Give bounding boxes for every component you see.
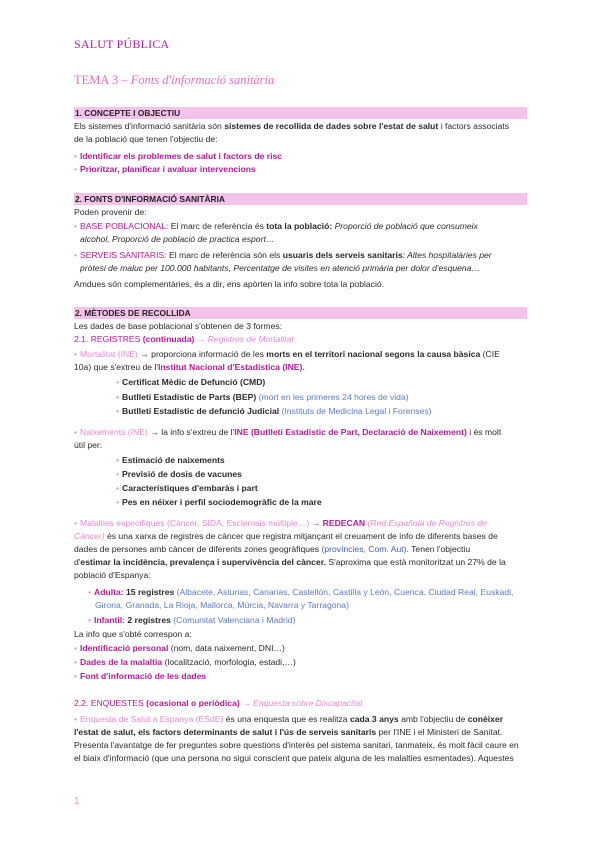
text-span: tota la població: bbox=[266, 221, 333, 231]
text-span: (Albacete, Asturias, Canarias, Castellón, Castilla y León, Cuenca, Ciudad Real, Euskadi, bbox=[174, 587, 514, 597]
list-item bbox=[116, 392, 409, 403]
text-span: → proporciona informació de les bbox=[137, 349, 267, 359]
text-span: cada 3 anys bbox=[349, 714, 399, 724]
paragraph-line bbox=[74, 557, 506, 568]
text-span: (Comunitat Valenciana i Madrid) bbox=[170, 615, 296, 625]
list-item bbox=[88, 587, 513, 598]
text-span: Malalties específiques (Càncer, SIDA, Esclerosis múltiple…) bbox=[80, 518, 310, 528]
text-span: dades de persones amb càncer de diferents zones geogràfiques bbox=[74, 544, 322, 554]
text-span: SERVEIS SANITARIS: bbox=[80, 250, 167, 260]
list-item bbox=[74, 643, 285, 654]
paragraph-line: Les dades de base poblacional s'obtenen de 3 formes: bbox=[74, 321, 283, 331]
text-span: i factors associats bbox=[438, 121, 509, 131]
bullet-icon: • bbox=[74, 657, 78, 667]
bullet-icon: • bbox=[116, 377, 120, 387]
text-span: i és molt bbox=[466, 427, 502, 437]
text-span: (ocasional o periòdica) bbox=[143, 698, 240, 708]
text-span: Infantil: bbox=[94, 615, 126, 625]
bullet-icon: • bbox=[74, 164, 78, 174]
text-span: conèixer bbox=[467, 714, 504, 724]
text-span: estimar la incidència, prevalença i supervivència del càncer. bbox=[80, 557, 326, 567]
list-item bbox=[74, 164, 256, 175]
bullet-icon: • bbox=[74, 671, 78, 681]
text-span: Els sistemes d'informació sanitària són bbox=[74, 121, 225, 131]
paragraph-line bbox=[74, 121, 509, 132]
list-item bbox=[74, 714, 503, 725]
list-item bbox=[116, 455, 225, 466]
bullet-icon: • bbox=[88, 615, 92, 625]
bullet-icon: • bbox=[116, 469, 120, 479]
topic-number: TEMA 3 – bbox=[74, 73, 128, 87]
text-span: Adulta: bbox=[94, 587, 124, 597]
list-item bbox=[116, 497, 322, 508]
text-span: (continuada) bbox=[140, 334, 195, 344]
list-item bbox=[74, 427, 501, 438]
text-span: : Altes hospitalàries per bbox=[402, 250, 492, 260]
bullet-icon: • bbox=[116, 483, 120, 493]
text-span: Butlletí Estadístic de Parts (BEP) bbox=[122, 392, 257, 402]
text-span: → REDECAN bbox=[309, 518, 366, 528]
subsection-heading bbox=[74, 698, 363, 709]
list-item bbox=[74, 151, 282, 162]
text-span: (nom, data naixement, DNI…) bbox=[168, 643, 285, 653]
text-span: 15 registres bbox=[123, 587, 175, 597]
text-span: per l'INE i el Ministeri de Sanitat. bbox=[376, 727, 503, 737]
text-span: 2.1. REGISTRES bbox=[74, 334, 141, 344]
list-item bbox=[74, 671, 206, 682]
text-span: (CIE bbox=[480, 349, 500, 359]
bullet-icon: • bbox=[88, 587, 92, 597]
text-span: 10a) que s'extreu de l' bbox=[74, 362, 159, 372]
bullet-icon: • bbox=[116, 406, 120, 416]
section-heading: 2. FONTS D'INFORMACIÓ SANITÀRIA bbox=[74, 193, 527, 205]
text-span: Institut Nacional d'Estadística (INE). bbox=[158, 362, 305, 372]
list-item bbox=[74, 250, 492, 261]
bullet-icon: • bbox=[74, 151, 78, 161]
bullet-icon: • bbox=[116, 392, 120, 402]
text-span: (localització, morfologia, estadi,…) bbox=[162, 657, 296, 667]
list-item bbox=[116, 483, 258, 494]
list-item bbox=[116, 469, 242, 480]
text-span: usuaris dels serveis sanitaris bbox=[282, 250, 403, 260]
bullet-icon: • bbox=[74, 714, 78, 724]
paragraph-line: La info que s'obté correspon a: bbox=[74, 629, 192, 639]
paragraph-line: alcohol, Proporció de població de practica esport… bbox=[80, 234, 275, 244]
text-span: és una xarxa de registres de càncer que registra mitjançant el creuament de info de diferents bases de bbox=[104, 531, 498, 541]
bullet-icon: • bbox=[74, 427, 78, 437]
text-span: Butlletí Estadístic de defunció Judicial bbox=[122, 406, 280, 416]
text-span: (províncies, Com. Aut) bbox=[321, 544, 407, 554]
subsection-heading bbox=[74, 334, 294, 345]
text-span: Identificació personal bbox=[80, 643, 169, 653]
paragraph-line bbox=[74, 531, 498, 542]
text-span: 2.2. ENQUESTES bbox=[74, 698, 144, 708]
list-item bbox=[74, 657, 296, 668]
section-heading: 2. MÈTODES DE RECOLLIDA bbox=[74, 307, 527, 319]
text-span: Enquesta de Salut a Espanya (ESdE) bbox=[80, 714, 224, 724]
list-item bbox=[74, 349, 500, 360]
bullet-icon: • bbox=[74, 250, 78, 260]
text-span: amb l'objectiu de bbox=[398, 714, 468, 724]
paragraph-line bbox=[74, 362, 305, 373]
text-span: Estimació de naixements bbox=[122, 455, 225, 465]
text-span: (Red Española de Registros de bbox=[365, 518, 487, 528]
text-span: S'aproxima que està monitoritzat un 27% de la bbox=[325, 557, 506, 567]
paragraph-line: Poden provenir de: bbox=[74, 207, 147, 217]
text-span: → la info s'extreu de l' bbox=[147, 427, 235, 437]
paragraph-line: de la població que tenen l'objectiu de: bbox=[74, 134, 218, 144]
section-heading: 1. CONCEPTE I OBJECTIU bbox=[74, 107, 527, 119]
text-span: l'estat de salut, els factors determinants de salut i l'ús de serveis sanitaris bbox=[74, 727, 377, 737]
list-item bbox=[116, 377, 265, 388]
text-span: → bbox=[194, 334, 208, 344]
text-span: (mort en les primeres 24 hores de vida) bbox=[256, 392, 409, 402]
bullet-icon: • bbox=[74, 221, 78, 231]
text-span: INE (Butlletí Estadístic de Part, Declaració de Naixement) bbox=[234, 427, 467, 437]
text-span: Pes en néixer i perfil sociodemogràfic de la mare bbox=[122, 497, 322, 507]
paragraph-line bbox=[74, 727, 502, 738]
text-span: Proporció de població que consumeix bbox=[332, 221, 478, 231]
paragraph-line: pròtesi de maluc per 100.000 habitants, Percentatge de visites en atenció primària per dolor d'esquena… bbox=[80, 263, 481, 273]
bullet-icon: • bbox=[116, 455, 120, 465]
text-span: sistemes de recollida de dades sobre l'estat de salut bbox=[224, 121, 439, 131]
paragraph-line bbox=[74, 544, 470, 555]
text-span: és una enquesta que es realitza bbox=[223, 714, 350, 724]
text-span: Naixements (INE) bbox=[80, 427, 148, 437]
paragraph-line: útil per: bbox=[74, 440, 103, 450]
text-span: El marc de referència són els bbox=[166, 250, 283, 260]
text-span: Certificat Mèdic de Defunció (CMD) bbox=[122, 377, 266, 387]
text-span: Identificar els problemes de salut i factors de risc bbox=[80, 151, 283, 161]
bullet-icon: • bbox=[116, 497, 120, 507]
paragraph-line: Presenta l'avantatge de fer preguntes sobre questions d'interès pel sistema sanitari, tanmateix, és molt fàcil caure en bbox=[74, 740, 519, 750]
bullet-icon: • bbox=[74, 349, 78, 359]
topic-title bbox=[74, 73, 274, 88]
text-span: → bbox=[239, 698, 254, 708]
bullet-icon: • bbox=[74, 518, 78, 528]
topic-name: Fonts d'informació sanitària bbox=[130, 73, 275, 87]
list-item bbox=[88, 615, 295, 626]
paragraph-line: Amdues són complementàries, és a dir, ens apòrten la info sobre tota la població. bbox=[74, 279, 385, 289]
list-item bbox=[116, 406, 432, 417]
text-span: morts en el territori nacional segons la causa bàsica bbox=[266, 349, 481, 359]
page-header: SALUT PÚBLICA bbox=[74, 37, 170, 51]
text-span: Dades de la malaltia bbox=[80, 657, 163, 667]
text-span: Prioritzar, planificar i avaluar intervencions bbox=[80, 164, 256, 174]
text-span: Registres de Mortalitat bbox=[207, 334, 294, 344]
paragraph-line: població d'Espanya: bbox=[74, 570, 151, 580]
list-item bbox=[74, 221, 478, 232]
paragraph-line: Girona, Granada, La Rioja, Mallorca, Múrcia, Navarra y Tarragona) bbox=[95, 600, 349, 610]
text-span: 2 registres bbox=[125, 615, 171, 625]
paragraph-line: el biaix d'informació (que una persona no sigui conscient que pateix alguna de les malalties esmentades). Aquestes bbox=[74, 753, 514, 763]
text-span: Cáncer) bbox=[74, 531, 105, 541]
text-span: Previsió de dosis de vacunes bbox=[122, 469, 242, 479]
text-span: Font d'informació de les dades bbox=[80, 671, 207, 681]
list-item bbox=[74, 518, 487, 529]
page-number: 1 bbox=[74, 796, 80, 807]
text-span: . Tenen l'objectiu bbox=[406, 544, 471, 554]
bullet-icon: • bbox=[74, 643, 78, 653]
text-span: Enquesta sobre Discapacitat bbox=[253, 698, 363, 708]
text-span: d' bbox=[74, 557, 81, 567]
text-span: El marc de referència és bbox=[168, 221, 267, 231]
text-span: Mortalitat (INE) bbox=[80, 349, 138, 359]
text-span: BASE POBLACIONAL: bbox=[80, 221, 169, 231]
text-span: Característiques d'embaràs i part bbox=[122, 483, 258, 493]
text-span: (Instituts de Medicina Legal i Forenses) bbox=[279, 406, 432, 416]
